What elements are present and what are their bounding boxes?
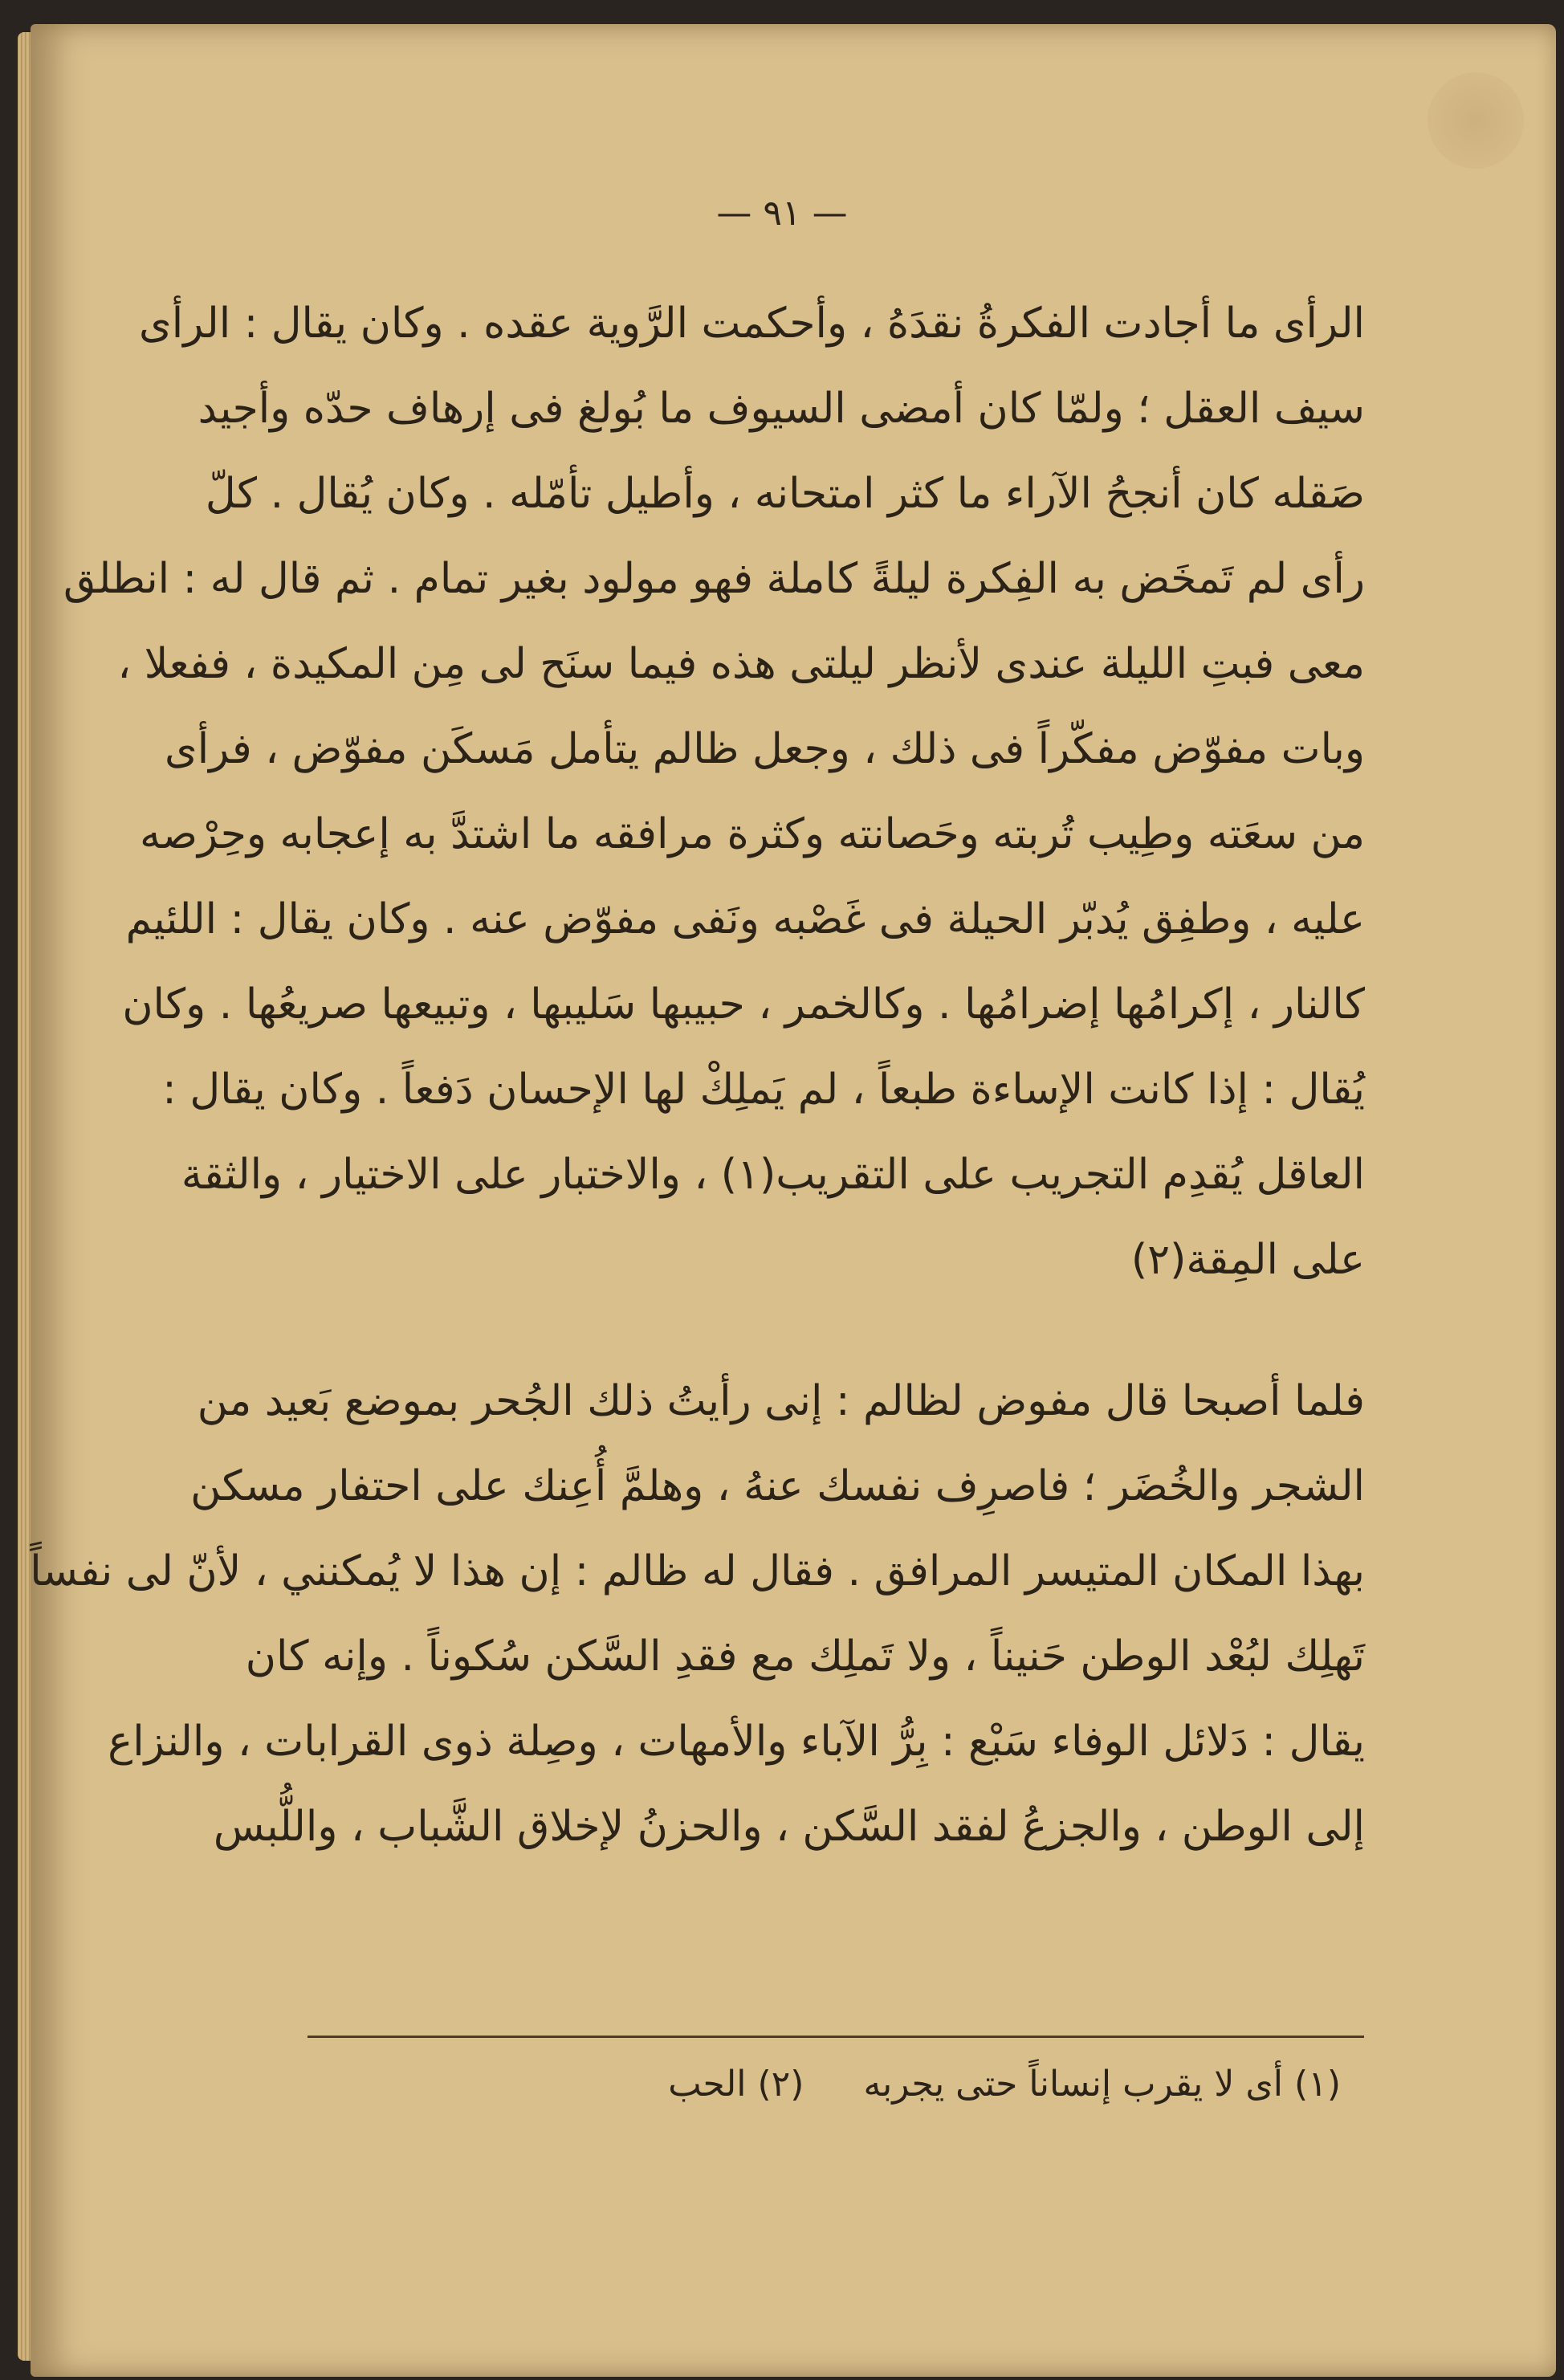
paper-stain <box>1428 72 1524 169</box>
paragraph-gap <box>270 1302 1365 1359</box>
text-line: فلما أصبحا قال مفوض لظالم : إنى رأيتُ ذلك الجُحر بموضع بَعيد من <box>197 1377 1365 1425</box>
footnote: (١) أى لا يقرب إنساناً حتى يجربه <box>863 2064 1341 2105</box>
footnotes <box>562 2064 1341 2105</box>
text-line: معى فبتِ الليلة عندى لأنظر ليلتى هذه فيما سنَح لى مِن المكيدة ، ففعلا ، <box>117 640 1365 688</box>
text-line: تَهلِك لبُعْد الوطن حَنيناً ، ولا تَملِك مع فقدِ السَّكن سُكوناً . وإنه كان <box>245 1632 1365 1681</box>
text-line: الشجر والخُضَر ؛ فاصرِف نفسك عنهُ ، وهلمَّ أُعِنك على احتفار مسكن <box>190 1462 1365 1510</box>
paragraph <box>30 1359 1365 1869</box>
text-line: كالنار ، إكرامُها إضرامُها . وكالخمر ، حبيبها سَليبها ، وتبيعها صريعُها . وكان <box>122 980 1365 1029</box>
body-text <box>30 281 1365 1869</box>
text-line: رأى لم تَمخَض به الفِكرة ليلةً كاملة فهو مولود بغير تمام . ثم قال له : انطلق <box>63 555 1365 603</box>
text-line: بهذا المكان المتيسر المرافق . فقال له ظالم : إن هذا لا يُمكنني ، لأنّ لى نفساً <box>30 1547 1365 1595</box>
text-line: على المِقة(٢) <box>1130 1236 1365 1284</box>
page-number: — ٩١ — <box>716 193 848 234</box>
text-line: يقال : دَلائل الوفاء سَبْع : بِرُّ الآباء والأمهات ، وصِلة ذوى القرابات ، والنزاع <box>108 1718 1365 1766</box>
text-line: الرأى ما أجادت الفكرةُ نقدَهُ ، وأحكمت الرَّوية عقده . وكان يقال : الرأى <box>139 300 1365 348</box>
text-line: إلى الوطن ، والجزعُ لفقد السَّكن ، والحزنُ لإخلاق الشَّباب ، واللُّبس <box>213 1803 1365 1851</box>
text-line: وبات مفوّض مفكّراً فى ذلك ، وجعل ظالم يتأمل مَسكَن مفوّض ، فرأى <box>165 725 1365 773</box>
text-line: صَقله كان أنجحُ الآراء ما كثر امتحانه ، وأطيل تأمّله . وكان يُقال . كلّ <box>205 470 1365 518</box>
text-line: العاقل يُقدِم التجريب على التقريب(١) ، والاختبار على الاختيار ، والثقة <box>181 1151 1365 1199</box>
text-line: سيف العقل ؛ ولمّا كان أمضى السيوف ما بُولغ فى إرهاف حدّه وأجيد <box>198 385 1365 433</box>
text-line: يُقال : إذا كانت الإساءة طبعاً ، لم يَملِكْ لها الإحسان دَفعاً . وكان يقال : <box>162 1066 1365 1114</box>
paragraph <box>63 281 1365 1302</box>
footnote-divider <box>308 2036 1364 2038</box>
text-line: من سعَته وطِيب تُربته وحَصانته وكثرة مرافقه ما اشتدَّ به إعجابه وحِرْصه <box>140 810 1365 858</box>
footnote: (٢) الحب <box>668 2064 804 2105</box>
text-line: عليه ، وطفِق يُدبّر الحيلة فى غَصْبه ونَفى مفوّض عنه . وكان يقال : اللئيم <box>125 895 1365 943</box>
